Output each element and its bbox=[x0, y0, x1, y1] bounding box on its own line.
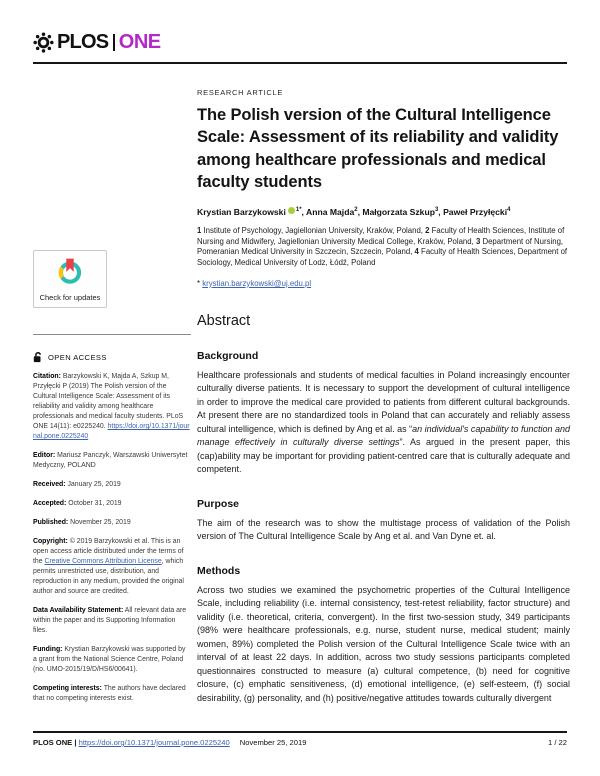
plos-wordmark: PLOS bbox=[57, 31, 109, 53]
check-updates-label: Check for updates bbox=[39, 293, 101, 302]
data-availability-entry bbox=[33, 606, 191, 636]
author-name: Krystian Barzykowski bbox=[197, 206, 286, 217]
author-affil-sup: 2 bbox=[354, 206, 358, 213]
competing-interests-entry bbox=[33, 684, 191, 704]
published-date: November 25, 2019 bbox=[68, 519, 131, 526]
open-access-row bbox=[33, 352, 191, 363]
citation-entry bbox=[33, 372, 191, 442]
editor-text: Mariusz Panczyk, Warszawski Uniwersytet Medyczny, POLAND bbox=[33, 452, 188, 469]
check-updates-icon bbox=[55, 257, 85, 285]
competing-interests-text: The authors have declared that no competing interests exist. bbox=[33, 685, 186, 702]
logo-divider bbox=[113, 34, 115, 51]
author-affil-sup: 3 bbox=[434, 206, 439, 213]
affiliation-number: 3 bbox=[475, 236, 481, 246]
corresponding-mark: * bbox=[197, 278, 201, 288]
published-entry bbox=[33, 518, 191, 528]
author-separator: , bbox=[438, 206, 444, 217]
funding-text: Krystian Barzykowski was supported by a grant from the National Science Centre, Poland (no. UMO-2015/19/D/HS6/00641). bbox=[33, 646, 186, 673]
author-affil-sup: 1* bbox=[295, 206, 302, 213]
accepted-date: October 31, 2019 bbox=[66, 500, 122, 507]
abstract-heading: Abstract bbox=[197, 312, 251, 329]
author-name: Małgorzata Szkup bbox=[362, 206, 435, 217]
sidebar bbox=[33, 250, 191, 704]
accepted-entry bbox=[33, 499, 191, 509]
corresponding-email-row bbox=[197, 279, 570, 288]
author-separator: , bbox=[301, 206, 306, 217]
author-affil-sup: 4 bbox=[507, 206, 511, 213]
background-paragraph bbox=[197, 369, 570, 477]
cc-license-link[interactable]: Creative Commons Attribution License bbox=[44, 558, 162, 565]
footer-rule bbox=[33, 731, 567, 733]
plos-one-logo bbox=[33, 31, 161, 54]
orcid-icon[interactable] bbox=[288, 207, 295, 214]
data-availability-label: Data Availability Statement: bbox=[33, 607, 124, 614]
editor-label: Editor: bbox=[33, 452, 56, 459]
received-entry bbox=[33, 480, 191, 490]
affiliation-number: 2 bbox=[425, 225, 430, 235]
author-name: Anna Majda bbox=[306, 206, 355, 217]
footer-date: November 25, 2019 bbox=[239, 738, 307, 747]
methods-paragraph: Across two studies we examined the psychometric properties of the Cultural Intelligence Scale, including reliability (i.e. internal consistency, test-retest reliability, factor structure) and validity (i.e. theoretical, criteria, convergent). In the first two-session study, 349 participants (98% were healthcare professionals, e.g. nurse, student nurse, medical student; mainly women, 89%) completed the Polish version of the Cultural Intelligence Scale twice with an interval of at least 22 days. In addition, across two study sessions participants completed questionnaires constructed to measure (a) cultural competence, (b) need for cognitive closure, (c) emphatic sensitiveness, (d) emotional intelligence, (e) self-esteem, (f) social desirability, (g) personality, and (h) positive/negative attitudes towards culturally divergent bbox=[197, 584, 570, 703]
author-list bbox=[197, 207, 570, 217]
affiliation-text: Faculty of Health Sciences, Institute of Nursing and Midwifery, Jagiellonian University Medical College, Kraków, Poland, bbox=[197, 225, 565, 246]
footer-journal-name: PLOS ONE | bbox=[33, 738, 79, 747]
affiliation-number: 1 bbox=[197, 225, 202, 235]
published-label: Published: bbox=[33, 519, 69, 526]
article-type-kicker: RESEARCH ARTICLE bbox=[197, 88, 284, 97]
affiliation-text: Faculty of Health Sciences, Department of Sociology, Medical University of Lodz, Łódź, Poland bbox=[197, 247, 568, 267]
received-label: Received: bbox=[33, 481, 66, 488]
data-availability-text: All relevant data are within the paper and its Supporting Information files. bbox=[33, 607, 187, 634]
corresponding-email-link[interactable]: krystian.barzykowski@uj.edu.pl bbox=[202, 278, 312, 288]
funding-entry bbox=[33, 645, 191, 675]
article-main bbox=[197, 88, 570, 705]
editor-entry bbox=[33, 451, 191, 471]
header-rule bbox=[33, 62, 567, 64]
footer bbox=[33, 738, 567, 747]
affiliation-list bbox=[197, 226, 570, 269]
open-lock-icon bbox=[33, 352, 43, 363]
competing-interests-label: Competing interests: bbox=[33, 685, 102, 692]
background-quote: an individual's capability to function and manage effectively in culturally diverse settings bbox=[197, 423, 570, 448]
copyright-entry bbox=[33, 537, 191, 597]
sidebar-divider bbox=[33, 334, 191, 335]
author-separator: , bbox=[357, 206, 363, 217]
one-wordmark: ONE bbox=[118, 31, 161, 53]
affiliation-text: Institute of Psychology, Jagiellonian University, Kraków, Poland, bbox=[201, 225, 426, 235]
footer-doi-link[interactable]: https://doi.org/10.1371/journal.pone.0225240 bbox=[78, 738, 230, 747]
copyright-label: Copyright: bbox=[33, 538, 68, 545]
received-date: January 25, 2019 bbox=[65, 481, 121, 488]
citation-label: Citation: bbox=[33, 373, 61, 380]
affiliation-number: 4 bbox=[414, 247, 419, 257]
plos-gear-icon bbox=[33, 32, 54, 53]
methods-heading: Methods bbox=[197, 564, 241, 577]
background-text: Healthcare professionals and students of medical faculties in Poland increasingly encounter culturally diverse patients. It is necessary to support the development of cultural intelligence in order to improve the medical care provided to patients from different cultural backgrounds. At present there are no standardized tools in Poland that can accurately and reliably assess cultural intelligence, which is defined by Ang et al. as “ bbox=[197, 369, 570, 434]
background-heading: Background bbox=[197, 349, 259, 362]
funding-label: Funding: bbox=[33, 646, 63, 653]
footer-page-number: 1 / 22 bbox=[548, 738, 567, 747]
affiliation-text: Department of Nursing, Pomeranian Medical University in Szczecin, Szczecin, Poland, bbox=[197, 236, 564, 257]
background-text-2: ”. As argued in the present paper, this (cap)ability may be important for providing patient-centred care that is culturally adequate and competent. bbox=[197, 437, 570, 475]
copyright-text-2: , which permits unrestricted use, distribution, and reproduction in any medium, provided the original author and source are credited. bbox=[33, 558, 184, 595]
copyright-text: © 2019 Barzykowski et al. This is an open access article distributed under the terms of the bbox=[33, 538, 184, 565]
article-title: The Polish version of the Cultural Intelligence Scale: Assessment of its reliability and validity among healthcare professionals and medical faculty students bbox=[197, 106, 559, 192]
author-name: Paweł Przyłęcki bbox=[443, 206, 508, 217]
open-access-label: OPEN ACCESS bbox=[48, 353, 107, 362]
accepted-label: Accepted: bbox=[33, 500, 67, 507]
citation-text: Barzykowski K, Majda A, Szkup M, Przyłęcki P (2019) The Polish version of the Cultural Intelligence Scale: Assessment of its reliability and validity among healthcare professionals and medical faculty students. PLoS ONE 14(11): e0225240. bbox=[33, 373, 184, 430]
citation-doi-link[interactable]: https://doi.org/10.1371/journal.pone.0225240 bbox=[33, 423, 190, 440]
purpose-heading: Purpose bbox=[197, 497, 240, 510]
check-for-updates-badge[interactable] bbox=[33, 250, 107, 308]
purpose-paragraph: The aim of the research was to show the multistage process of validation of the Polish version of The Cultural Intelligence Scale by Ang et al. and Van Dyne et. al. bbox=[197, 517, 570, 542]
